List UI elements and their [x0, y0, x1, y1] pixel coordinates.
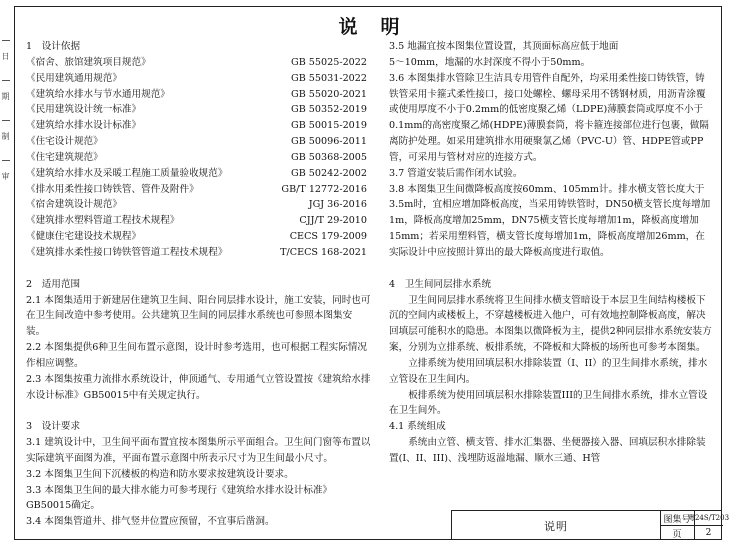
- binding-tick: [2, 40, 10, 41]
- standard-code: GB 50096-2011: [291, 136, 367, 148]
- standard-name: 《住宅建筑规范》: [26, 151, 103, 163]
- standard-code: T/CECS 168-2021: [280, 246, 367, 258]
- standard-name: 《民用建筑通用规范》: [26, 72, 122, 84]
- paragraph: 板排系统为使用回填层积水排除装置III的卫生间排水系统，排水立管设在卫生间外。: [389, 389, 708, 417]
- standard-row: [26, 71, 371, 87]
- standard-code: GB 50242-2002: [291, 167, 367, 179]
- paragraph: 2.3 本图集按重力流排水系统设计，伸顶通气、专用通气立管设置按《建筑给水排水设计标准》GB50015中有关规定执行。: [26, 373, 371, 401]
- standard-name: 《健康住宅建设技术规程》: [26, 231, 142, 243]
- standard-code: GB 55031-2022: [291, 72, 367, 84]
- standard-code: GB 50368-2005: [291, 151, 367, 163]
- standard-row: [26, 87, 371, 103]
- standard-code: GB 55025-2022: [291, 56, 367, 68]
- standards-list: [26, 55, 371, 261]
- binding-mark: 期: [1, 92, 10, 100]
- paragraph: 系统由立管、横支管、排水汇集器、坐便器接入器、回填层积水排除装置(I、II、III)、浅埋防返溢地漏、顺水三通、H管: [389, 437, 706, 464]
- standard-name: 《建筑排水柔性接口铸铁管管道工程技术规程》: [26, 246, 228, 258]
- standard-code: GB 55020-2021: [291, 88, 367, 100]
- paragraph: 3.4 本图集管道井、排气竖井位置应预留，不宜事后凿洞。: [26, 516, 275, 528]
- paragraph: 卫生间同层排水系统将卫生间排水横支管暗设于本层卫生间结构楼板下沉的空间内或楼板上，不穿越楼板进入他户，可有效地控制降板高度，解决回填层可能积水的隐患。本图集以微降板为主，提供2种同层排水系统安装方案，分别为立排系统、板排系统，不降板和大降板的场所也可参考本图集。: [389, 294, 712, 354]
- section-heading: 3 设计要求: [26, 421, 81, 433]
- section-heading: 2 适用范围: [26, 278, 81, 290]
- paragraph: 立排系统为使用回填层积水排除装置（I、II）的卫生间排水系统，排水立管设在卫生间内。: [389, 357, 708, 385]
- atlas-number-label: 图集号: [660, 511, 695, 526]
- standard-code: GB/T 12772-2016: [281, 183, 367, 195]
- standard-row: [26, 229, 371, 245]
- paragraph: 3.1 建筑设计中，卫生间平面布置宜按本图集所示平面组合。卫生间门窗等布置以实际建筑平面图为准，平面布置示意图中所表示尺寸为卫生间最小尺寸。: [26, 437, 371, 464]
- right-column: [389, 39, 714, 467]
- paragraph: 3.7 管道安装后需作闭水试验。: [389, 167, 523, 179]
- binding-margin: [0, 0, 14, 551]
- standard-code: GB 50015-2019: [291, 120, 367, 132]
- standard-name: 《建筑给水排水与节水通用规范》: [26, 88, 170, 100]
- page-title: 说 明: [338, 16, 402, 38]
- binding-tick: [2, 120, 10, 121]
- binding-tick: [2, 160, 10, 161]
- standard-row: [26, 213, 371, 229]
- standard-code: JGJ 36-2016: [308, 199, 367, 211]
- section-heading: 1 设计依据: [26, 41, 81, 52]
- standard-code: GB 50352-2019: [291, 104, 367, 116]
- paragraph: 2.2 本图集提供6种卫生间布置示意图，设计时参考选用，也可根据工程实际情况作相应调整。: [26, 342, 368, 369]
- binding-mark: 审: [1, 172, 10, 180]
- standard-row: [26, 55, 371, 71]
- binding-mark: 日: [1, 52, 10, 60]
- standard-row: [26, 182, 371, 198]
- standard-name: 《民用建筑设计统一标准》: [26, 104, 142, 116]
- standard-row: [26, 134, 371, 150]
- standard-row: [26, 118, 371, 134]
- paragraph: 5～10mm，地漏的水封深度不得小于50mm。: [389, 56, 591, 68]
- standard-code: CECS 179-2009: [289, 231, 367, 243]
- standard-name: 《住宅设计规范》: [26, 136, 103, 148]
- standard-name: 《排水用柔性接口铸铁管、管件及附件》: [26, 183, 199, 195]
- paragraph: 3.5 地漏宜按本图集位置设置，其顶面标高应低于地面: [389, 41, 619, 52]
- paragraph: 3.3 本图集卫生间的最大排水能力可参考现行《建筑给水排水设计标准》GB50015确定。: [26, 484, 333, 512]
- section-heading: 4 卫生间同层排水系统: [389, 278, 492, 290]
- page-number-label: 页: [660, 526, 695, 540]
- paragraph: 3.6 本图集排水管除卫生洁具专用管件自配外，均采用柔性接口铸铁管，铸铁管采用卡箍式柔性接口，接口处螺栓、螺母采用不锈钢材质，用沥青涂覆或使用厚度不小于0.2mm的低密度聚乙烯（LDPE)薄膜套筒或厚度不小于0.1mm的高密度聚乙烯(HDPE)薄膜套筒，将卡箍连接部位进行包裹，做隔离防护处理。如采用建筑排水用硬聚氯乙烯（PVC-U）管、HDPE管或PP管，可采用与管材对应的连接方式。: [389, 72, 709, 163]
- left-column: [26, 39, 371, 530]
- standard-name: 《宿舍、旅馆建筑项目规范》: [26, 56, 151, 68]
- standard-name: 《建筑给水排水及采暖工程施工质量验收规范》: [26, 167, 228, 179]
- binding-tick: [2, 80, 10, 81]
- standard-name: 《建筑排水塑料管道工程技术规程》: [26, 215, 180, 227]
- page-number-value: 2: [705, 528, 712, 538]
- title-block-name: 说明: [452, 511, 661, 540]
- paragraph: 3.8 本图集卫生间微降板高度按60mm、105mm计。排水横支管长度大于3.5m时，宜相应增加降板高度，当采用铸铁管时，DN50横支管长度每增加1m，降板高度增加25mm，DN75横支管长度每增加1m，降板高度增加15mm；若采用塑料管，横支管长度每增加1m，降板高度增加26mm，在实际设计中应按照计算出的最大降板高度进行取值。: [389, 183, 711, 258]
- standard-name: 《宿舍建筑设计规范》: [26, 199, 122, 211]
- standard-row: [26, 197, 371, 213]
- standard-row: [26, 245, 371, 261]
- standard-row: [26, 150, 371, 166]
- standard-row: [26, 102, 371, 118]
- paragraph: 2.1 本图集适用于新建居住建筑卫生间、阳台同层排水设计，施工安装，同时也可在卫生间改造中参考使用。公共建筑卫生间的同层排水系统也可参照本图集安装。: [26, 294, 371, 338]
- paragraph: 3.2 本图集卫生间下沉楼板的构造和防水要求按建筑设计要求。: [26, 468, 294, 480]
- binding-mark: 制: [1, 132, 10, 140]
- standard-name: 《建筑给水排水设计标准》: [26, 120, 142, 132]
- atlas-number-value: 粤24S/T203: [694, 511, 723, 526]
- standard-row: [26, 166, 371, 182]
- subsection-heading: 4.1 系统组成: [389, 421, 446, 433]
- title-block: [451, 510, 730, 540]
- standard-code: CJJ/T 29-2010: [299, 215, 367, 227]
